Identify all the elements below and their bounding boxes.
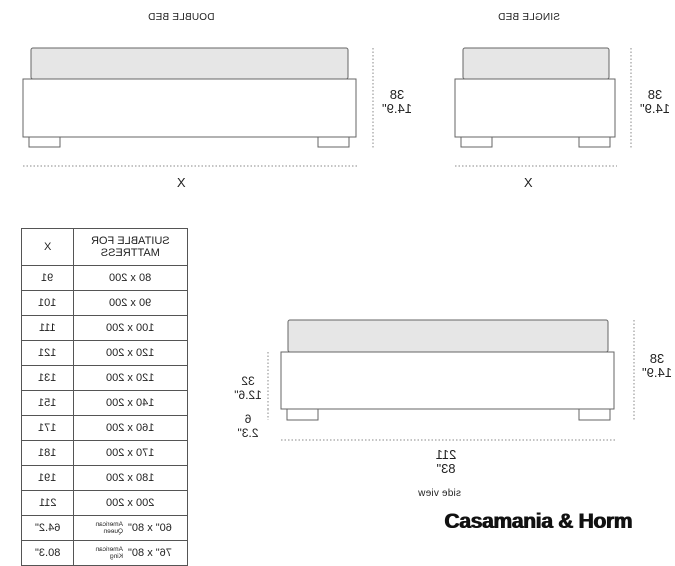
table-cell-x: 80.3" <box>22 541 74 566</box>
table-cell-x: 211 <box>22 491 74 516</box>
single-bed-height-cm: 38 <box>647 87 663 102</box>
single-bed-height-in: 14.9" <box>640 101 670 116</box>
table-cell-x: 131 <box>22 366 74 391</box>
table-cell-mattress: 170 x 200 <box>74 441 188 466</box>
brand-logo: Casamania & Horm <box>444 510 632 533</box>
double-bed-title: DOUBLE BED <box>148 12 215 23</box>
side-view-frame-label <box>232 374 264 402</box>
table-row <box>22 516 188 541</box>
side-view-leg-in: 2.3" <box>237 426 259 440</box>
double-bed-drawing <box>23 48 356 147</box>
double-bed-width-label: X <box>177 175 186 190</box>
table-cell-mattress: 120 x 200 <box>74 366 188 391</box>
side-view-frame-in: 12.6" <box>234 388 262 402</box>
double-bed-mattress <box>31 48 348 79</box>
single-bed-drawing <box>455 48 615 147</box>
side-view-height-cm: 38 <box>649 351 665 366</box>
table-row <box>22 366 188 391</box>
single-bed-frame <box>455 79 615 137</box>
table-row <box>22 541 188 566</box>
table-cell-mattress: 100 x 200 <box>74 316 188 341</box>
table-cell-mattress: 200 x 200 <box>74 491 188 516</box>
table-cell-x: 101 <box>22 291 74 316</box>
table-row <box>22 391 188 416</box>
side-view-height-in: 14.9" <box>642 365 672 380</box>
table-cell-note: American Queen <box>95 521 124 535</box>
double-bed-leg-right <box>318 137 349 147</box>
side-view-leg-left <box>287 409 318 420</box>
table-row <box>22 466 188 491</box>
table-cell-mattress: 80 x 200 <box>74 266 188 291</box>
table-row <box>22 416 188 441</box>
table-cell-mattress: 60" x 80"American Queen <box>74 516 188 541</box>
single-bed-title: SINGLE BED <box>498 12 561 23</box>
side-view-frame-cm: 32 <box>241 374 255 388</box>
table-cell-mattress: 160 x 200 <box>74 416 188 441</box>
single-bed-leg-left <box>461 137 492 147</box>
table-row <box>22 491 188 516</box>
table-cell-x: 91 <box>22 266 74 291</box>
double-bed-height-in: 14.9" <box>382 101 412 116</box>
table-cell-mattress: 90 x 200 <box>74 291 188 316</box>
double-bed-leg-left <box>29 137 60 147</box>
table-row <box>22 291 188 316</box>
table-cell-x: 64.2" <box>22 516 74 541</box>
table-header-mattress: SUITABLE FOR MATTRESS <box>74 229 188 266</box>
table-row <box>22 441 188 466</box>
table-cell-note: American King <box>95 546 124 560</box>
table-cell-x: 111 <box>22 316 74 341</box>
single-bed-leg-right <box>579 137 610 147</box>
table-row <box>22 266 188 291</box>
double-bed-height-label <box>380 88 414 116</box>
table-row <box>22 316 188 341</box>
side-view-length-in: 83" <box>436 461 456 476</box>
table-cell-x: 191 <box>22 466 74 491</box>
single-bed-width-label: X <box>524 175 533 190</box>
side-view-leg-right <box>579 409 610 420</box>
table-cell-mattress: 180 x 200 <box>74 466 188 491</box>
side-view-frame <box>281 352 614 409</box>
single-bed-mattress <box>463 48 609 79</box>
table-cell-x: 171 <box>22 416 74 441</box>
single-bed-height-label <box>638 88 672 116</box>
table-cell-mattress: 76" x 80"American King <box>74 541 188 566</box>
side-view-drawing <box>281 320 614 420</box>
table-cell-x: 151 <box>22 391 74 416</box>
side-view-length-cm: 211 <box>435 447 457 462</box>
table-header-row <box>22 229 188 266</box>
table-cell-x: 121 <box>22 341 74 366</box>
table-cell-mattress: 120 x 200 <box>74 341 188 366</box>
double-bed-frame <box>23 79 356 137</box>
side-view-leg-cm: 6 <box>244 412 252 426</box>
side-view-height-label <box>640 352 674 380</box>
side-view-leg-label <box>234 412 262 440</box>
table-row <box>22 341 188 366</box>
table-cell-mattress: 140 x 200 <box>74 391 188 416</box>
mattress-size-table <box>21 228 188 566</box>
double-bed-height-cm: 38 <box>389 87 405 102</box>
side-view-caption: side view <box>418 488 461 499</box>
table-header-x: X <box>22 229 74 266</box>
table-cell-x: 181 <box>22 441 74 466</box>
side-view-length-label <box>428 448 464 476</box>
side-view-mattress <box>288 320 608 352</box>
